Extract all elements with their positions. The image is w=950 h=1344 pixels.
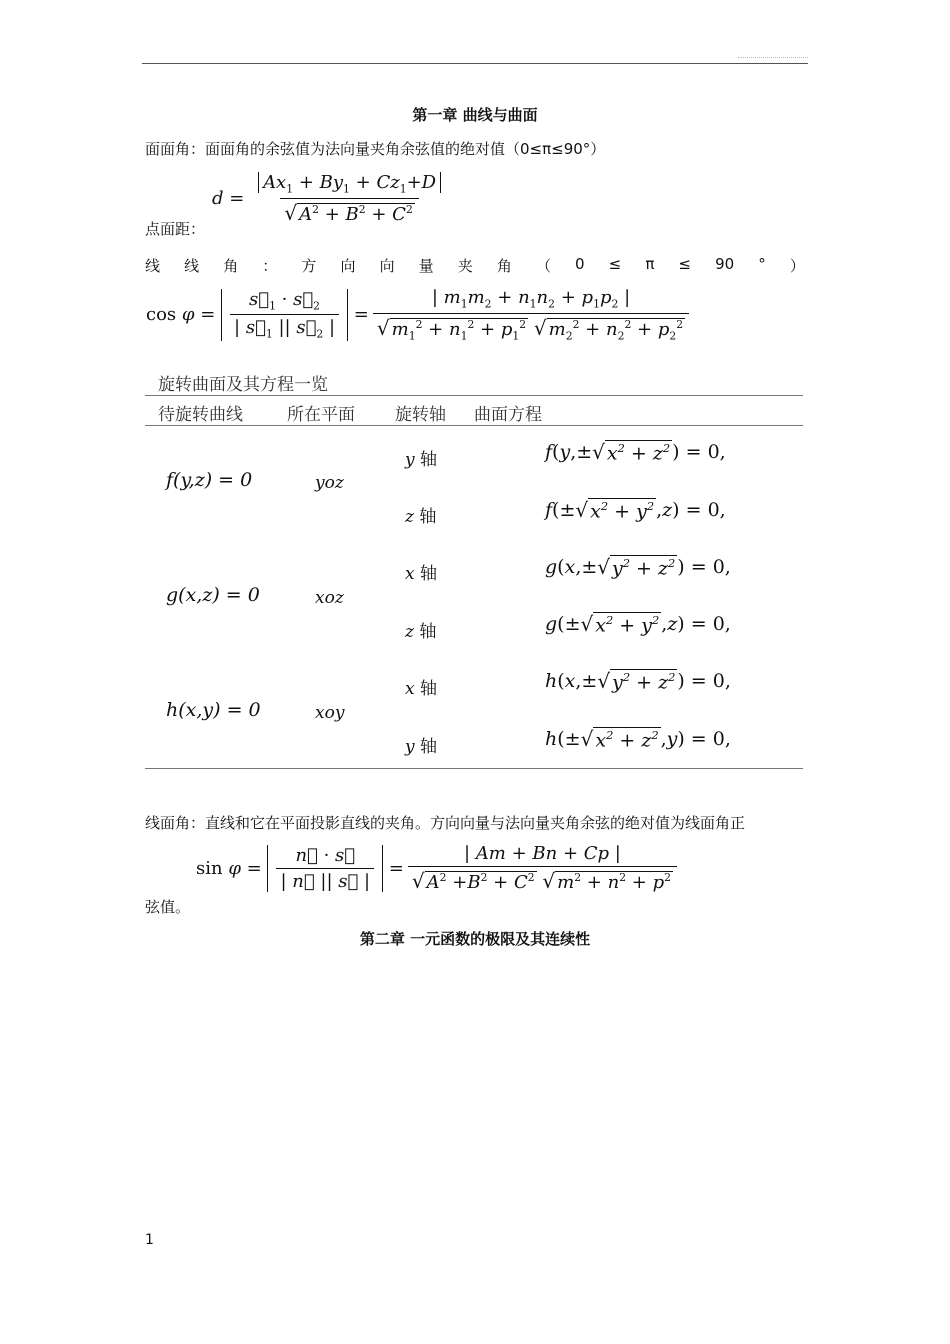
table-top-rule <box>145 395 803 396</box>
line-line-angle-text <box>145 255 805 276</box>
line-line-angle-char: ° <box>758 255 766 273</box>
surface-equation-2: f (± √ $x^2 + y^2$ , z ) = 0, <box>545 498 726 523</box>
surface-equation-4: g (± √ $x^2 + y^2$ , z ) = 0, <box>545 612 731 637</box>
face-face-angle-text: 面面角：面面角的余弦值为法向量夹角余弦值的绝对值（0≤π≤90°） <box>145 140 606 158</box>
chapter1-title: 第一章 曲线与曲面 <box>412 106 538 124</box>
header-mark <box>738 57 808 58</box>
point-plane-distance-formula: d = $\frac{Ax_1 + By_1 + Cz_1+D}{√ A^2 + B^2 + C^2}$ <box>212 172 449 225</box>
line-line-angle-char: 夹 <box>457 257 473 275</box>
surface-equation-3: g ( x ,± √ $y^2 + z^2$ ) = 0, <box>545 555 731 580</box>
table-row-1-curve: f(y,z) = 0 <box>166 469 253 491</box>
table-row-3-curve: h(x,y) = 0 <box>166 699 261 721</box>
point-plane-distance-label: 点面距： <box>145 220 206 238</box>
table-row-1-axis-2: z 轴 <box>405 507 437 527</box>
line-line-angle-formula: cos φ = $\frac{s⃗_1 \cdot s⃗_2}{| s⃗_1 || s⃗_2 |}$ = $\frac{| m_1m_2 + n_1n_2 + p_1p_2 |}{√ m_1^2 + n_1^2 + p_1^2 √ m_2^2 + n_2^2 + p_2^2}$ <box>146 287 693 342</box>
table-header-equation: 曲面方程 <box>474 405 542 425</box>
table-row-2-curve: g(x,z) = 0 <box>166 584 260 606</box>
line-line-angle-char: 向 <box>379 257 395 275</box>
table-row-3-plane: xoy <box>315 703 345 723</box>
line-line-angle-char: 量 <box>418 257 434 275</box>
table-header-plane: 所在平面 <box>287 405 355 425</box>
table-row-1-axis-1: y 轴 <box>405 450 438 470</box>
surface-equation-5: h ( x ,± √ $y^2 + z^2$ ) = 0, <box>545 669 731 694</box>
table-row-1-plane: yoz <box>315 473 344 493</box>
table-header-axis: 旋转轴 <box>395 405 446 425</box>
table-row-2-plane: xoz <box>315 588 344 608</box>
table-row-3-axis-1: x 轴 <box>405 679 437 699</box>
line-plane-angle-formula: sin φ = $\frac{n⃗ \cdot s⃗}{| n⃗ || s⃗ |}$ = $\frac{| Am + Bn + Cp |}{√ A^2 +B^2 + C^2 √ m^2 + n^2 + p^2}$ <box>196 843 681 893</box>
line-line-angle-char: 角 <box>496 257 512 275</box>
table-bottom-rule <box>145 768 803 769</box>
table-row-2-axis-1: x 轴 <box>405 564 437 584</box>
line-line-angle-char: 线 <box>184 257 200 275</box>
line-line-angle-char: （ <box>535 257 551 275</box>
chapter2-title: 第二章 一元函数的极限及其连续性 <box>359 930 591 948</box>
surface-equation-1: f ( y ,± √ $x^2 + z^2$ ) = 0, <box>545 440 726 465</box>
line-line-angle-char: ≤ <box>608 255 622 273</box>
line-line-angle-char: 向 <box>340 257 356 275</box>
table-row-3-axis-2: y 轴 <box>405 737 438 757</box>
line-line-angle-char: ： <box>262 257 278 275</box>
line-line-angle-char: π <box>645 255 655 273</box>
table-header-curve: 待旋转曲线 <box>158 405 243 425</box>
page-number: 1 <box>145 1232 154 1248</box>
line-line-angle-char: 方 <box>301 257 317 275</box>
header-rule <box>142 63 808 64</box>
surface-equation-6: h (± √ $x^2 + z^2$ , y ) = 0, <box>545 727 731 752</box>
line-plane-angle-tail: 弦值。 <box>145 898 191 916</box>
table-header-rule <box>145 425 803 426</box>
line-line-angle-char: ≤ <box>678 255 691 273</box>
line-line-angle-char: 90 <box>715 255 735 273</box>
line-line-angle-char: 0 <box>575 255 585 273</box>
line-plane-angle-text: 线面角：直线和它在平面投影直线的夹角。方向向量与法向量夹角余弦的绝对值为线面角正 <box>145 814 746 832</box>
line-line-angle-char: ） <box>789 257 805 275</box>
line-line-angle-char: 线 <box>145 257 161 275</box>
table-row-2-axis-2: z 轴 <box>405 622 437 642</box>
line-line-angle-char: 角 <box>223 257 239 275</box>
table-caption: 旋转曲面及其方程一览 <box>158 375 328 395</box>
